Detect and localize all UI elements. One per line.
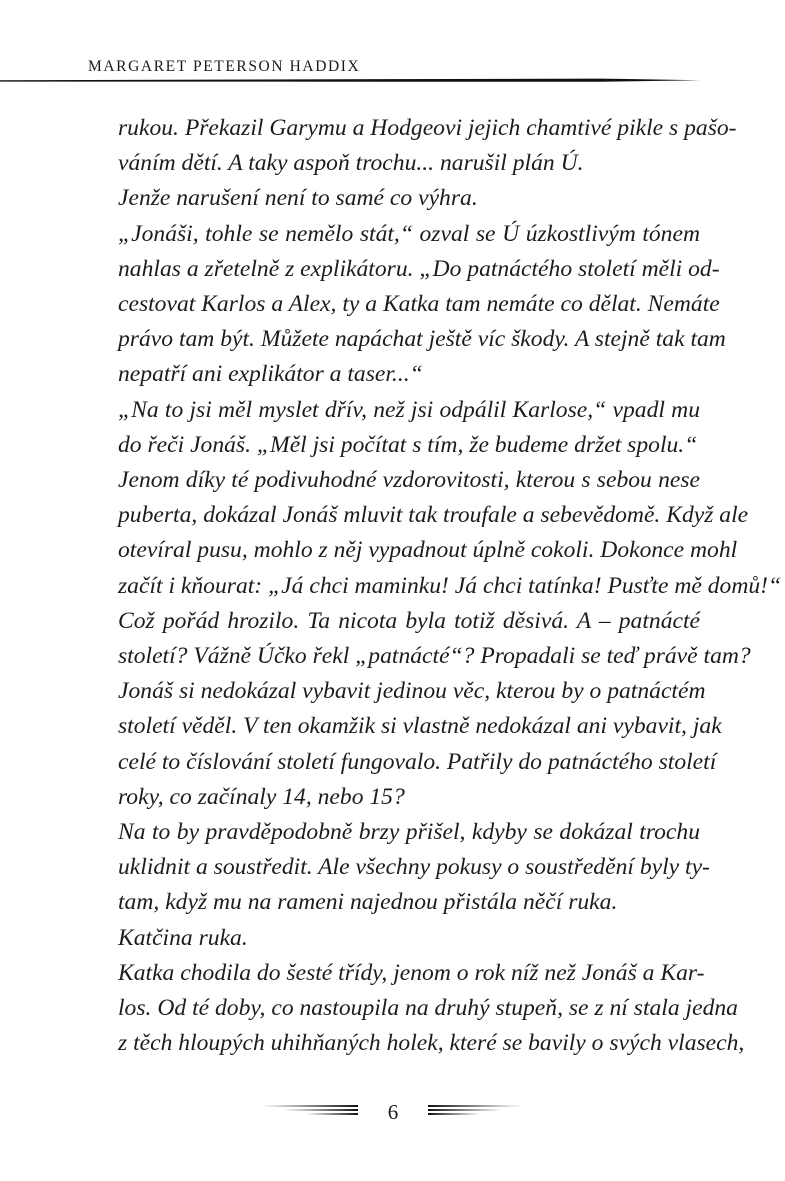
text-line: rukou. Překazil Garymu a Hodgeovi jejich chamtivé pikle s pašo- [118,115,737,141]
body-text [118,111,782,1061]
text-line: „Jonáši, tohle se nemělo stát,“ ozval se Ú úzkostlivým tónem [118,220,700,247]
text-line: Na to by pravděpodobně brzy přišel, kdyby se dokázal trochu [118,819,700,846]
text-line: Katka chodila do šesté třídy, jenom o rok níž než Jonáš a Kar- [118,959,705,986]
page-footer [0,1095,785,1135]
text-line: celé to číslování století fungovalo. Patřily do patnáctého století [118,748,717,775]
text-line: do řeči Jonáš. „Měl jsi počítat s tím, že budeme držet spolu.“ [118,431,698,458]
text-line: z těch hloupých uhihňaných holek, které se bavily o svých vlasech, [118,1030,745,1057]
footer-ornament-left [262,1099,358,1121]
text-line: los. Od té doby, co nastoupila na druhý stupeň, se z ní stala jedna [118,995,738,1022]
running-head-author: MARGARET PETERSON HADDIX [88,58,361,75]
text-line: Katčina ruka. [118,924,248,951]
text-line: nahlas a zřetelně z explikátoru. „Do patnáctého století měli od- [118,255,720,282]
text-line: Jenže narušení není to samé co výhra. [118,185,478,212]
text-line: právo tam být. Můžete napáchat ještě víc škody. A stejně tak tam [118,326,726,353]
text-line: nepatří ani explikátor a taser...“ [118,361,423,388]
footer-ornament-right [428,1099,524,1121]
text-line: „Na to jsi měl myslet dřív, než jsi odpálil Karlose,“ vpadl mu [118,396,700,423]
text-line: váním dětí. A taky aspoň trochu... narušil plán Ú. [118,150,584,177]
text-line: roky, co začínaly 14, nebo 15? [118,783,405,810]
text-line: století věděl. V ten okamžik si vlastně nedokázal ani vybavit, jak [118,713,722,740]
text-line: začít i kňourat: „Já chci maminku! Já chci tatínka! Pusťte mě domů!“ [118,572,782,599]
text-line: tam, když mu na rameni najednou přistála něčí ruka. [118,889,618,916]
text-line: Což pořád hrozilo. Ta nicota byla totiž děsivá. A – patnácté [118,607,700,634]
text-line: Jonáš si nedokázal vybavit jedinou věc, kterou by o patnáctém [118,678,706,705]
text-line: cestovat Karlos a Alex, ty a Katka tam nemáte co dělat. Nemáte [118,291,720,318]
header-rule [0,74,785,88]
text-line: Jenom díky té podivuhodné vzdorovitosti, kterou s sebou nese [118,467,700,494]
text-line: uklidnit a soustředit. Ale všechny pokusy o soustředění byly ty- [118,854,710,881]
page-number: 6 [387,1100,399,1124]
text-line: otevíral pusu, mohlo z něj vypadnout úplně cokoli. Dokonce mohl [118,537,738,564]
text-line: století? Vážně Účko řekl „patnácté“? Propadali se teď právě tam? [118,643,751,670]
text-line: puberta, dokázal Jonáš mluvit tak troufale a sebevědomě. Když ale [118,502,749,529]
